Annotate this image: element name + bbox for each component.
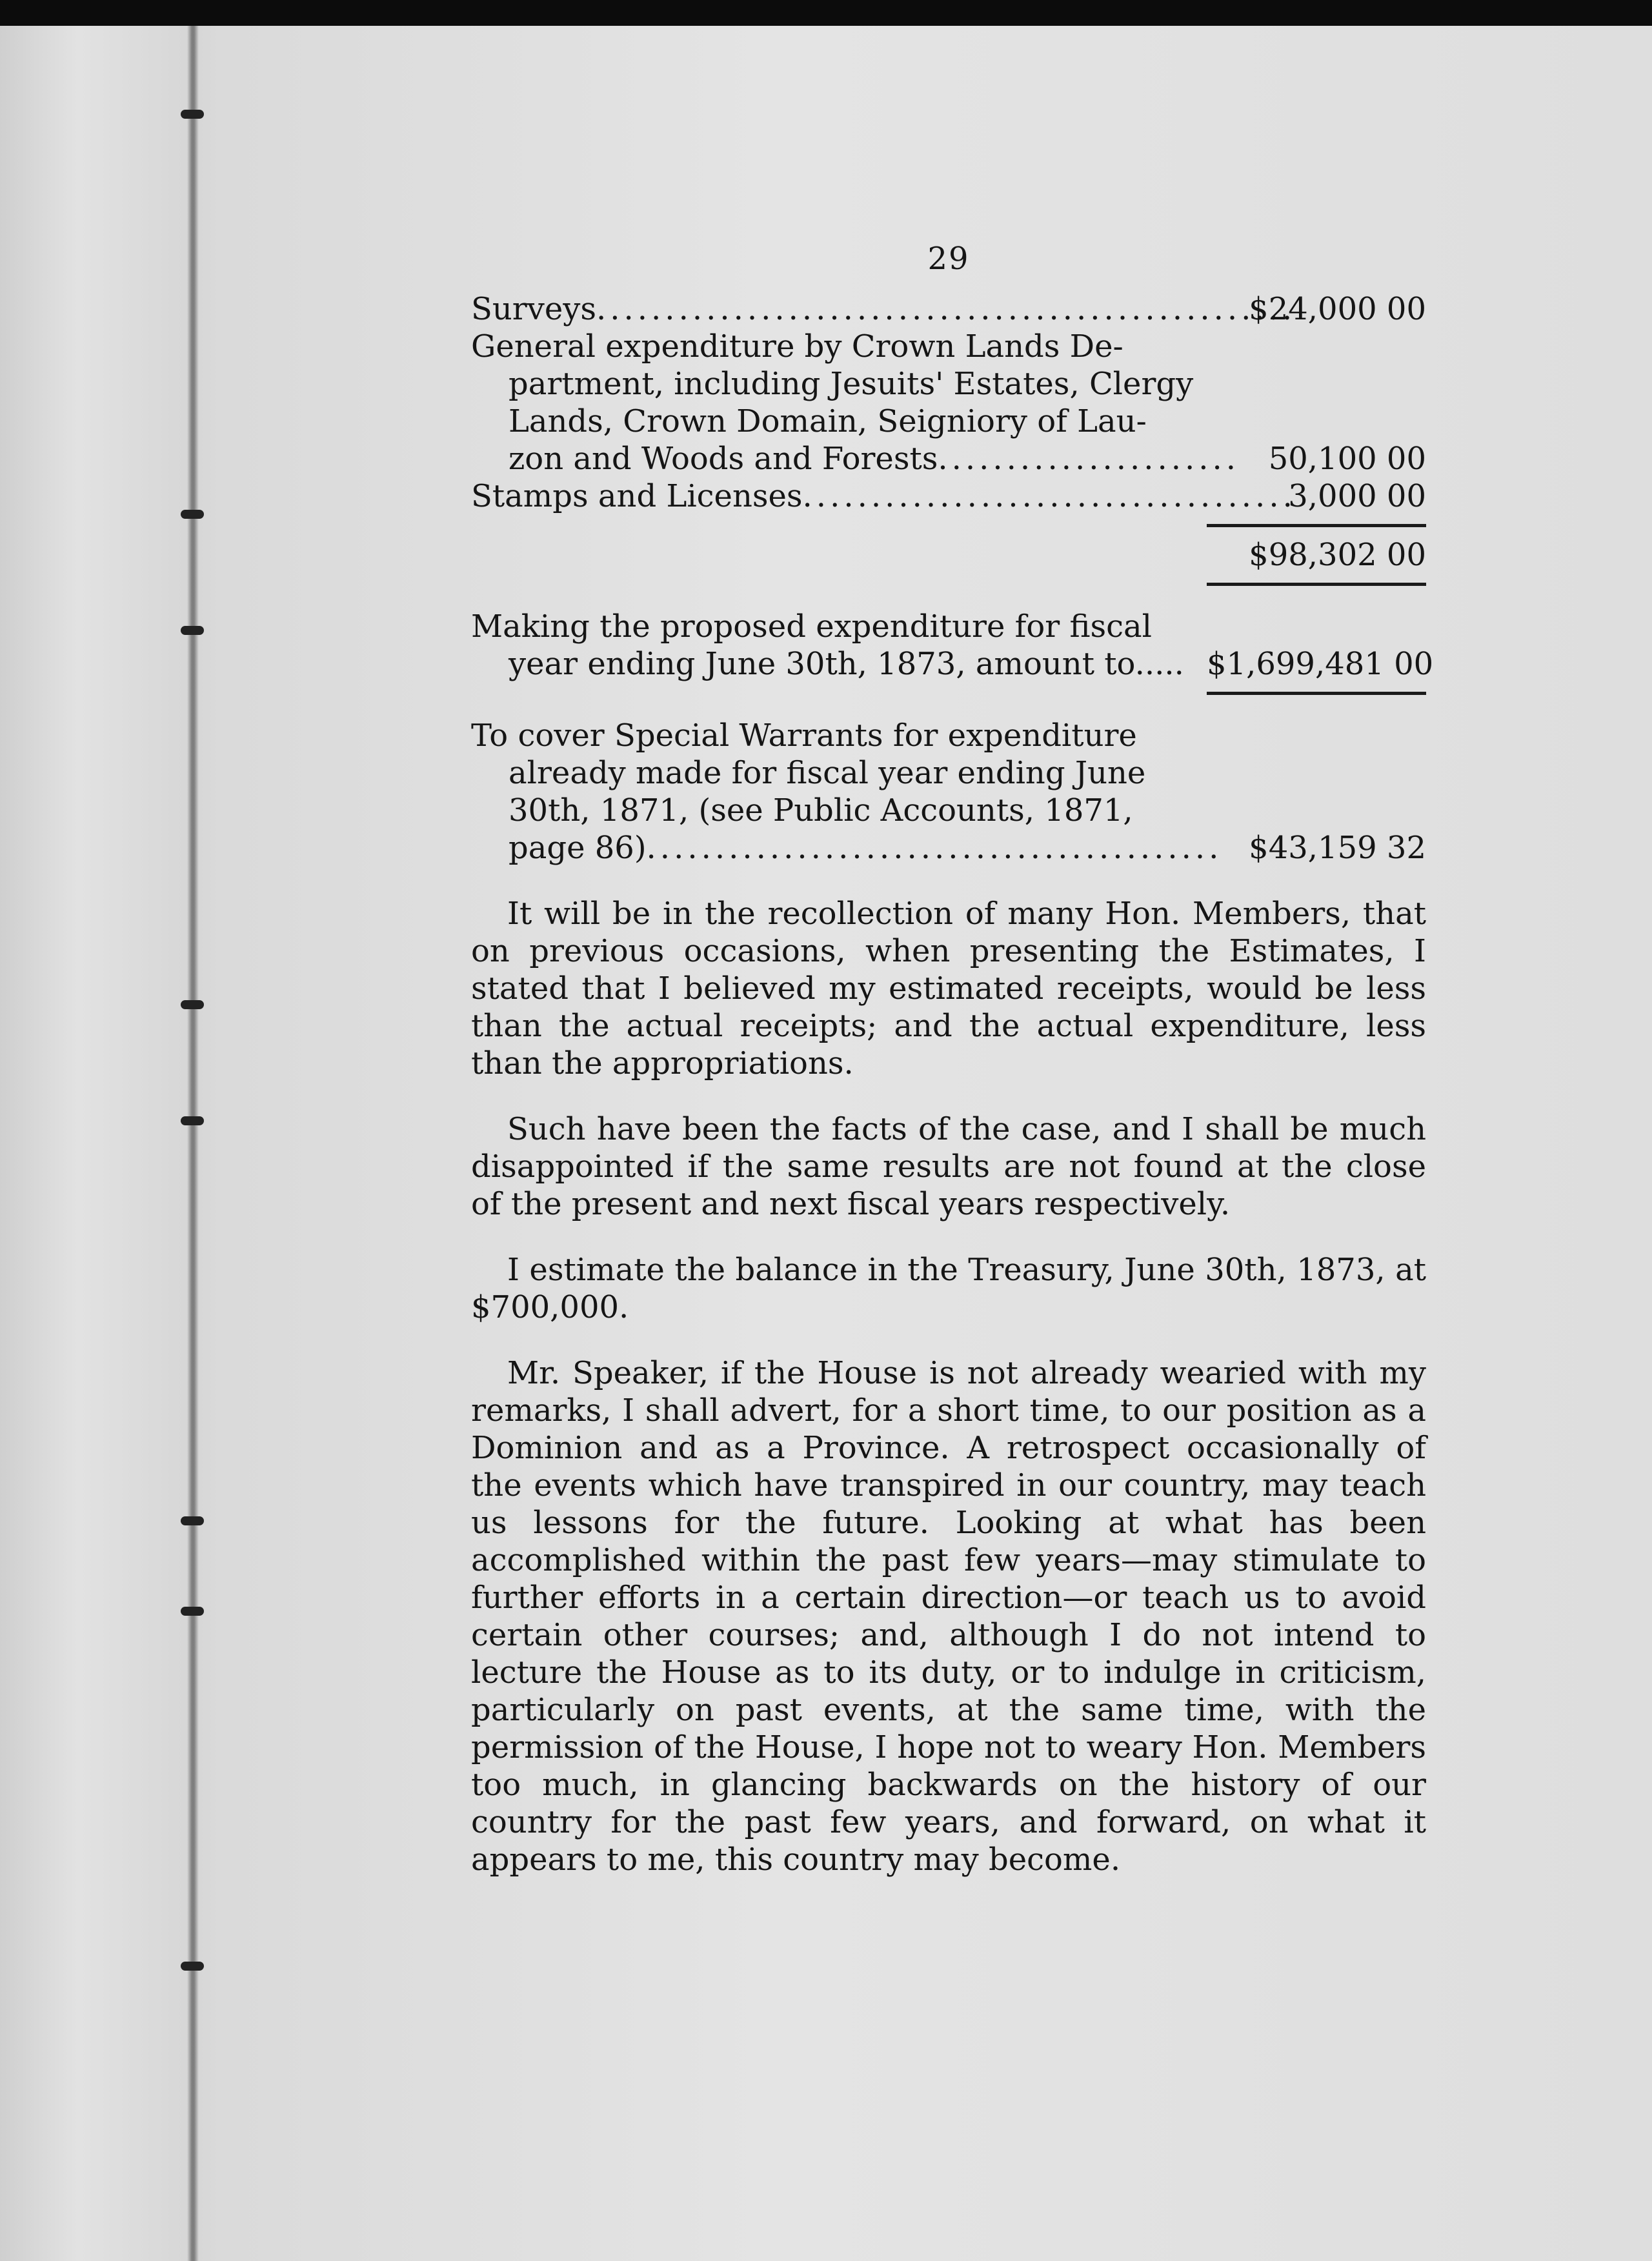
proposed-amount: $1,699,481 00 bbox=[1207, 646, 1434, 682]
subtotal-amount: $98,302 00 bbox=[1249, 537, 1426, 573]
warrants-line: page 86) bbox=[509, 830, 647, 866]
ledger-item-label-line: zon and Woods and Forests bbox=[509, 441, 938, 477]
leader-dots: .................................... bbox=[802, 478, 1296, 514]
binding-thread bbox=[190, 103, 195, 2104]
ledger-row-surveys bbox=[471, 290, 1426, 328]
total-rule bbox=[1207, 583, 1426, 586]
warrants-line: To cover Special Warrants for expenditure bbox=[471, 718, 1137, 754]
body-paragraph: Mr. Speaker, if the House is not already wearied with my remarks, I shall advert, for a short time, to our position as a Dominion and as a Province. A retrospect occasionally of the events which have transpired in our country, may teach us lessons for the future. Looking at what has been accomplished within the past few years—may stimulate to further efforts in a certain direction—or teach us to avoid certain other courses; and, although I do not intend to lecture the House as to its duty, or to indulge in criticism, particularly on past events, at the same time, with the permission of the House, I hope not to weary Hon. Members too much, in glancing backwards on the history of our country for the past few years, and forward, on what it appears to me, this country may become. bbox=[471, 1355, 1426, 1878]
stitch-mark bbox=[181, 110, 204, 119]
stitch-mark bbox=[181, 1962, 204, 1971]
proposed-line: year ending June 30th, 1873, amount to..... bbox=[509, 646, 1184, 682]
body-paragraph: I estimate the balance in the Treasury, June 30th, 1873, at $700,000. bbox=[471, 1252, 1426, 1325]
stitch-mark bbox=[181, 1000, 204, 1009]
ledger-item-label-line: partment, including Jesuits' Estates, Clergy bbox=[509, 366, 1194, 402]
ledger-item-label: Stamps and Licenses bbox=[471, 478, 803, 514]
stitch-mark bbox=[181, 1607, 204, 1616]
subtotal-row bbox=[471, 536, 1426, 574]
total-rule bbox=[1207, 692, 1426, 695]
warrants-line: already made for fiscal year ending June bbox=[509, 755, 1146, 791]
body-paragraph: Such have been the facts of the case, and I shall be much disappointed if the same results are not found at the close of the present and next fiscal years respectively. bbox=[471, 1111, 1426, 1222]
document-content bbox=[471, 240, 1434, 1878]
special-warrants-row bbox=[471, 717, 1426, 867]
stitch-mark bbox=[181, 1516, 204, 1525]
leader-dots: ...................... bbox=[938, 441, 1240, 477]
ledger-row-stamps bbox=[471, 477, 1426, 515]
leader-dots: ................................................... bbox=[596, 291, 1296, 327]
ledger-item-label: Surveys bbox=[471, 291, 597, 327]
stitch-mark bbox=[181, 1116, 204, 1125]
proposed-line: Making the proposed expenditure for fiscal bbox=[471, 608, 1152, 645]
ledger-item-label-line: Lands, Crown Domain, Seigniory of Lau- bbox=[509, 403, 1147, 439]
stitch-mark bbox=[181, 510, 204, 519]
ledger-row-general-expenditure bbox=[471, 328, 1426, 477]
total-rule bbox=[1207, 524, 1426, 527]
ledger-item-amount: 50,100 00 bbox=[1268, 441, 1426, 477]
stitch-mark bbox=[181, 626, 204, 635]
page-number: 29 bbox=[927, 241, 970, 277]
ledger-item-amount: 3,000 00 bbox=[1288, 478, 1426, 514]
proposed-expenditure-row bbox=[471, 608, 1434, 683]
warrants-line: 30th, 1871, (see Public Accounts, 1871, bbox=[509, 792, 1133, 829]
leader-dots: .......................................... bbox=[646, 830, 1223, 866]
ledger-item-amount: $24,000 00 bbox=[1249, 291, 1426, 327]
warrants-amount: $43,159 32 bbox=[1249, 830, 1426, 866]
body-paragraph: It will be in the recollection of many Hon. Members, that on previous occasions, when presenting the Estimates, I stated that I believed my estimated receipts, would be less than the actual receipts; and the actual expenditure, less than the appropriations. bbox=[471, 896, 1426, 1081]
ledger-item-label-line: General expenditure by Crown Lands De- bbox=[471, 328, 1123, 365]
